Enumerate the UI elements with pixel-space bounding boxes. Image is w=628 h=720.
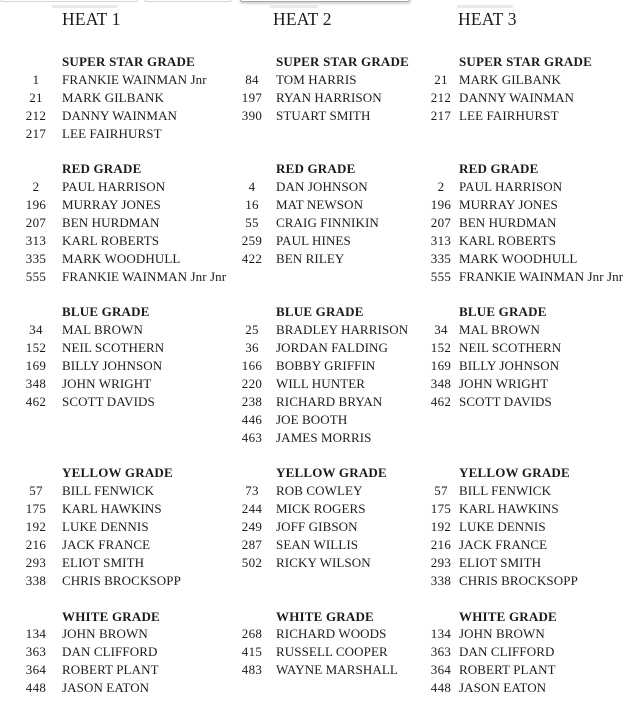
grade-header-row [0, 303, 210, 321]
car-number: 268 [241, 626, 263, 642]
car-number: 36 [245, 340, 259, 356]
driver-row [0, 250, 210, 268]
car-number: 483 [241, 662, 263, 678]
driver-name: DANNY WAINMAN [459, 89, 575, 105]
car-number: 196 [25, 197, 47, 213]
driver-row [0, 643, 210, 661]
car-number: 21 [29, 89, 43, 105]
driver-name: MURRAY JONES [62, 197, 161, 213]
heat-title: HEAT 3 [458, 9, 517, 29]
car-number: 207 [25, 214, 47, 230]
grade-header-row [210, 160, 420, 178]
car-number: 169 [25, 358, 47, 374]
driver-name: BILL FENWICK [459, 483, 552, 499]
heat-column [420, 0, 628, 720]
grade-header: BLUE GRADE [276, 304, 364, 320]
car-number: 1 [32, 71, 40, 87]
driver-row [420, 321, 628, 339]
driver-row [0, 626, 210, 644]
driver-name: ROBERT PLANT [459, 662, 556, 678]
car-number: 448 [430, 680, 452, 696]
grade-header: YELLOW GRADE [459, 465, 570, 481]
empty-row [0, 429, 210, 447]
driver-row [0, 518, 210, 536]
driver-row [210, 482, 420, 500]
driver-name: MARK GILBANK [62, 89, 164, 105]
driver-name: FRANKIE WAINMAN Jnr Jnr [62, 268, 227, 284]
driver-row [420, 626, 628, 644]
driver-row [210, 178, 420, 196]
grade-header-row [420, 303, 628, 321]
driver-name: JOHN WRIGHT [459, 375, 549, 391]
car-number: 4 [248, 179, 256, 195]
driver-row [210, 643, 420, 661]
driver-name: JOHN BROWN [62, 626, 148, 642]
driver-name: MAL BROWN [62, 322, 143, 338]
driver-row [0, 393, 210, 411]
driver-name: BEN HURDMAN [62, 214, 160, 230]
driver-name: JASON EATON [62, 680, 150, 696]
grade-header-row [420, 160, 628, 178]
heat-column [0, 0, 227, 720]
spacer-row [420, 447, 628, 465]
driver-row [0, 661, 210, 679]
driver-row [210, 357, 420, 375]
driver-row [210, 661, 420, 679]
car-number: 134 [25, 626, 47, 642]
car-number: 16 [245, 197, 259, 213]
car-number: 555 [430, 268, 452, 284]
driver-row [420, 518, 628, 536]
driver-row [210, 518, 420, 536]
driver-name: PAUL HINES [276, 232, 351, 248]
driver-name: LEE FAIRHURST [62, 125, 162, 141]
driver-name: MAL BROWN [459, 322, 540, 338]
grade-header: SUPER STAR GRADE [276, 53, 409, 69]
car-number: 259 [241, 232, 263, 248]
driver-row [0, 71, 210, 89]
driver-row [0, 572, 210, 590]
car-number: 134 [430, 626, 452, 642]
grade-header-row [0, 608, 210, 626]
car-number: 57 [29, 483, 43, 499]
car-number: 448 [25, 680, 47, 696]
driver-row [0, 482, 210, 500]
car-number: 216 [430, 536, 452, 552]
driver-row [0, 214, 210, 232]
car-number: 21 [434, 71, 448, 87]
empty-row [0, 411, 210, 429]
driver-row [210, 536, 420, 554]
driver-name: RICKY WILSON [276, 554, 371, 570]
grade-header: RED GRADE [276, 161, 356, 177]
driver-row [0, 321, 210, 339]
driver-name: JAMES MORRIS [276, 429, 372, 445]
grade-header: BLUE GRADE [62, 304, 150, 320]
driver-name: PAUL HARRISON [459, 179, 563, 195]
driver-row [420, 107, 628, 125]
driver-row [420, 375, 628, 393]
empty-row [210, 268, 420, 286]
spacer-row [420, 142, 628, 160]
spacer-row [0, 590, 210, 608]
car-number: 422 [241, 250, 263, 266]
driver-name: JASON EATON [459, 680, 547, 696]
empty-row [210, 125, 420, 143]
car-number: 197 [241, 89, 263, 105]
driver-row [0, 554, 210, 572]
grade-header: BLUE GRADE [459, 304, 547, 320]
car-number: 217 [25, 125, 47, 141]
driver-row [0, 89, 210, 107]
driver-name: ROBERT PLANT [62, 662, 159, 678]
driver-row [210, 232, 420, 250]
driver-row [210, 196, 420, 214]
driver-row [420, 357, 628, 375]
car-number: 462 [25, 393, 47, 409]
driver-name: BEN RILEY [276, 250, 345, 266]
car-number: 212 [25, 107, 47, 123]
driver-row [0, 125, 210, 143]
driver-row [420, 268, 628, 286]
driver-name: JACK FRANCE [62, 536, 151, 552]
empty-row [420, 429, 628, 447]
car-number: 238 [241, 393, 263, 409]
driver-name: BRADLEY HARRISON [276, 322, 409, 338]
driver-row [0, 339, 210, 357]
driver-name: MARK GILBANK [459, 71, 561, 87]
driver-name: KARL ROBERTS [459, 232, 557, 248]
driver-name: CHRIS BROCKSOPP [459, 572, 578, 588]
driver-name: JOFF GIBSON [276, 519, 358, 535]
driver-row [420, 393, 628, 411]
driver-row [210, 89, 420, 107]
driver-name: BEN HURDMAN [459, 214, 557, 230]
spacer-row [0, 286, 210, 304]
driver-row [420, 71, 628, 89]
heat-rows [210, 53, 420, 697]
car-number: 462 [430, 393, 452, 409]
driver-row [420, 232, 628, 250]
car-number: 293 [430, 554, 452, 570]
car-number: 313 [25, 232, 47, 248]
spacer-row [0, 142, 210, 160]
car-number: 364 [25, 662, 47, 678]
car-number: 34 [434, 322, 448, 338]
driver-name: MICK ROGERS [276, 501, 366, 517]
driver-name: STUART SMITH [276, 107, 371, 123]
driver-name: ELIOT SMITH [459, 554, 542, 570]
car-number: 192 [430, 519, 452, 535]
car-number: 446 [241, 411, 263, 427]
spacer-row [210, 590, 420, 608]
car-number: 217 [430, 107, 452, 123]
driver-name: JOE BOOTH [276, 411, 348, 427]
driver-name: WILL HUNTER [276, 375, 366, 391]
car-number: 287 [241, 536, 263, 552]
driver-name: ELIOT SMITH [62, 554, 145, 570]
car-number: 84 [245, 71, 259, 87]
spacer-row [210, 447, 420, 465]
driver-name: MARK WOODHULL [62, 250, 181, 266]
driver-name: MAT NEWSON [276, 197, 364, 213]
driver-name: BOBBY GRIFFIN [276, 358, 376, 374]
spacer-row [0, 447, 210, 465]
driver-row [210, 554, 420, 572]
car-number: 2 [32, 179, 40, 195]
grade-header: WHITE GRADE [62, 608, 160, 624]
heat-rows [420, 53, 628, 697]
driver-name: JORDAN FALDING [276, 340, 389, 356]
car-number: 73 [245, 483, 259, 499]
car-number: 335 [430, 250, 452, 266]
driver-row [0, 178, 210, 196]
driver-name: DAN CLIFFORD [459, 644, 555, 660]
driver-name: RUSSELL COOPER [276, 644, 388, 660]
driver-row [420, 214, 628, 232]
car-number: 175 [25, 501, 47, 517]
grade-header-row [210, 303, 420, 321]
car-number: 555 [25, 268, 47, 284]
driver-name: ROB COWLEY [276, 483, 363, 499]
car-number: 502 [241, 554, 263, 570]
driver-row [420, 643, 628, 661]
driver-name: RYAN HARRISON [276, 89, 382, 105]
car-number: 25 [245, 322, 259, 338]
driver-row [420, 250, 628, 268]
driver-name: KARL HAWKINS [459, 501, 559, 517]
driver-row [420, 679, 628, 697]
spacer-row [420, 590, 628, 608]
driver-name: KARL ROBERTS [62, 232, 160, 248]
car-number: 348 [430, 375, 452, 391]
car-number: 364 [430, 662, 452, 678]
driver-name: JACK FRANCE [459, 536, 548, 552]
grade-header: SUPER STAR GRADE [459, 53, 592, 69]
car-number: 175 [430, 501, 452, 517]
driver-row [210, 500, 420, 518]
car-number: 2 [437, 179, 445, 195]
grade-header: WHITE GRADE [276, 608, 374, 624]
car-number: 166 [241, 358, 263, 374]
grade-header-row [210, 608, 420, 626]
grade-header: RED GRADE [459, 161, 539, 177]
driver-row [420, 196, 628, 214]
grade-header: SUPER STAR GRADE [62, 53, 195, 69]
driver-name: LEE FAIRHURST [459, 107, 559, 123]
driver-row [210, 250, 420, 268]
driver-name: CHRIS BROCKSOPP [62, 572, 181, 588]
car-number: 348 [25, 375, 47, 391]
driver-row [0, 107, 210, 125]
empty-row [420, 411, 628, 429]
grade-header-row [0, 53, 210, 71]
driver-name: NEIL SCOTHERN [62, 340, 165, 356]
driver-name: KARL HAWKINS [62, 501, 162, 517]
driver-row [0, 679, 210, 697]
car-number: 390 [241, 107, 263, 123]
grade-header-row [420, 608, 628, 626]
driver-name: DANNY WAINMAN [62, 107, 178, 123]
empty-row [420, 125, 628, 143]
driver-row [420, 482, 628, 500]
driver-row [210, 411, 420, 429]
car-number: 196 [430, 197, 452, 213]
driver-name: RICHARD WOODS [276, 626, 387, 642]
driver-row [420, 89, 628, 107]
driver-row [210, 626, 420, 644]
car-number: 34 [29, 322, 43, 338]
driver-row [0, 375, 210, 393]
car-number: 216 [25, 536, 47, 552]
driver-name: DAN JOHNSON [276, 179, 368, 195]
driver-name: MARK WOODHULL [459, 250, 578, 266]
car-number: 207 [430, 214, 452, 230]
driver-row [0, 232, 210, 250]
driver-name: SCOTT DAVIDS [62, 393, 155, 409]
heat-title: HEAT 1 [62, 9, 121, 29]
car-number: 338 [430, 572, 452, 588]
driver-name: JOHN WRIGHT [62, 375, 152, 391]
driver-name: WAYNE MARSHALL [276, 662, 398, 678]
driver-name: MURRAY JONES [459, 197, 558, 213]
car-number: 335 [25, 250, 47, 266]
driver-row [0, 500, 210, 518]
driver-row [210, 393, 420, 411]
driver-name: SEAN WILLIS [276, 536, 359, 552]
driver-row [210, 107, 420, 125]
car-number: 363 [25, 644, 47, 660]
empty-row [210, 572, 420, 590]
driver-row [420, 554, 628, 572]
grade-header-row [420, 53, 628, 71]
heat-title: HEAT 2 [273, 9, 332, 29]
driver-row [210, 339, 420, 357]
grade-header-row [0, 160, 210, 178]
driver-name: BILL FENWICK [62, 483, 155, 499]
driver-name: BILLY JOHNSON [62, 358, 163, 374]
driver-row [420, 500, 628, 518]
driver-name: FRANKIE WAINMAN Jnr Jnr [459, 268, 624, 284]
driver-row [420, 661, 628, 679]
driver-name: PAUL HARRISON [62, 179, 166, 195]
grade-header-row [420, 464, 628, 482]
driver-row [420, 339, 628, 357]
driver-row [210, 429, 420, 447]
driver-row [0, 196, 210, 214]
driver-row [210, 214, 420, 232]
spacer-row [420, 286, 628, 304]
driver-name: NEIL SCOTHERN [459, 340, 562, 356]
driver-row [0, 357, 210, 375]
driver-row [0, 536, 210, 554]
driver-name: LUKE DENNIS [459, 519, 546, 535]
empty-row [210, 679, 420, 697]
driver-row [420, 178, 628, 196]
grade-header-row [210, 464, 420, 482]
car-number: 192 [25, 519, 47, 535]
heat-rows [0, 53, 227, 697]
grade-header: YELLOW GRADE [276, 465, 387, 481]
driver-name: RICHARD BRYAN [276, 393, 383, 409]
driver-name: DAN CLIFFORD [62, 644, 158, 660]
car-number: 57 [434, 483, 448, 499]
grade-header: YELLOW GRADE [62, 465, 173, 481]
driver-name: LUKE DENNIS [62, 519, 149, 535]
driver-name: TOM HARRIS [276, 71, 357, 87]
car-number: 55 [245, 214, 259, 230]
driver-name: JOHN BROWN [459, 626, 545, 642]
car-number: 220 [241, 375, 263, 391]
driver-row [210, 321, 420, 339]
car-number: 212 [430, 89, 452, 105]
car-number: 363 [430, 644, 452, 660]
car-number: 244 [241, 501, 263, 517]
car-number: 338 [25, 572, 47, 588]
driver-name: SCOTT DAVIDS [459, 393, 552, 409]
grade-header: WHITE GRADE [459, 608, 557, 624]
spacer-row [210, 142, 420, 160]
car-number: 293 [25, 554, 47, 570]
grade-header: RED GRADE [62, 161, 142, 177]
car-number: 415 [241, 644, 263, 660]
driver-row [420, 572, 628, 590]
driver-name: CRAIG FINNIKIN [276, 214, 379, 230]
driver-name: BILLY JOHNSON [459, 358, 560, 374]
heat-column [210, 0, 420, 720]
car-number: 249 [241, 519, 263, 535]
spacer-row [210, 286, 420, 304]
car-number: 152 [430, 340, 452, 356]
car-number: 152 [25, 340, 47, 356]
driver-row [210, 375, 420, 393]
car-number: 463 [241, 429, 263, 445]
grade-header-row [210, 53, 420, 71]
driver-row [420, 536, 628, 554]
car-number: 169 [430, 358, 452, 374]
grade-header-row [0, 464, 210, 482]
driver-row [210, 71, 420, 89]
driver-name: FRANKIE WAINMAN Jnr [62, 71, 207, 87]
car-number: 313 [430, 232, 452, 248]
driver-row [0, 268, 227, 286]
